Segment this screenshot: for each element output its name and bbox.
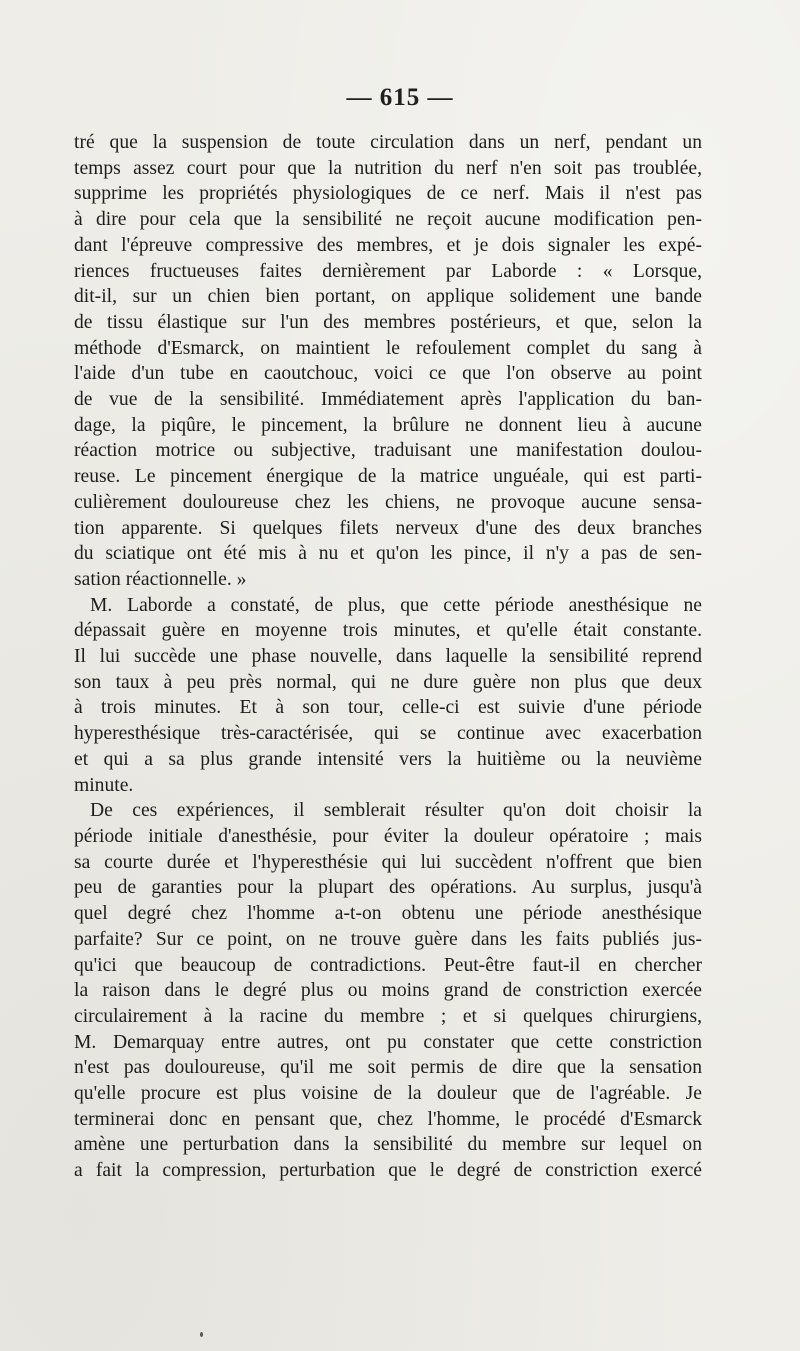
text-line: sa courte durée et l'hyperesthésie qui lui succèdent n'offrent que bien xyxy=(74,851,702,873)
paragraph-2 xyxy=(74,593,702,799)
text-line: dant l'épreuve compressive des membres, et je dois signaler les expé- xyxy=(74,234,702,256)
text-line: qu'elle procure est plus voisine de la douleur que de l'agréable. Je xyxy=(74,1083,702,1105)
text-line: amène une perturbation dans la sensibilité du membre sur lequel on xyxy=(74,1134,702,1156)
text-line: culièrement douloureuse chez les chiens, ne provoque aucune sensa- xyxy=(74,491,702,513)
text-line: dit-il, sur un chien bien portant, on applique solidement une bande xyxy=(74,286,702,308)
text-line: peu de garanties pour la plupart des opérations. Au surplus, jusqu'à xyxy=(74,877,702,899)
text-line: à trois minutes. Et à son tour, celle-ci est suivie d'une période xyxy=(74,697,702,719)
text-line: tion apparente. Si quelques filets nerveux d'une des deux branches xyxy=(74,517,702,539)
text-line: M. Laborde a constaté, de plus, que cette période anesthésique ne xyxy=(90,594,702,616)
text-line: tré que la suspension de toute circulation dans un nerf, pendant un xyxy=(74,132,702,153)
text-line: parfaite? Sur ce point, on ne trouve guère dans les faits publiés jus- xyxy=(74,928,702,950)
text-line: l'aide d'un tube en caoutchouc, voici ce que l'on observe au point xyxy=(74,363,702,385)
page-number: — 615 — xyxy=(346,84,454,111)
text-line: période initiale d'anesthésie, pour éviter la douleur opératoire ; mais xyxy=(74,825,702,847)
body-text xyxy=(74,130,702,1184)
ink-speck xyxy=(200,1332,203,1337)
text-line: quel degré chez l'homme a-t-on obtenu une période anesthésique xyxy=(74,903,702,925)
text-line: à dire pour cela que la sensibilité ne reçoit aucune modification pen- xyxy=(74,209,702,231)
paragraph-1 xyxy=(74,130,702,593)
text-line: dage, la piqûre, le pincement, la brûlure ne donnent lieu à aucune xyxy=(74,414,702,436)
text-line: a fait la compression, perturbation que le degré de constriction exercé xyxy=(74,1160,702,1182)
text-line: dépassait guère en moyenne trois minutes, et qu'elle était constante. xyxy=(74,620,702,642)
text-line: minute. xyxy=(74,774,134,796)
text-line: réaction motrice ou subjective, traduisant une manifestation doulou- xyxy=(74,440,702,462)
text-line: Il lui succède une phase nouvelle, dans laquelle la sensibilité reprend xyxy=(74,646,702,668)
text-line: De ces expériences, il semblerait résulter qu'on doit choisir la xyxy=(90,800,702,822)
paragraph-3 xyxy=(74,798,702,1184)
text-line: de vue de la sensibilité. Immédiatement après l'application du ban- xyxy=(74,389,702,411)
text-line: la raison dans le degré plus ou moins grand de constriction exercée xyxy=(74,980,702,1002)
text-line: de tissu élastique sur l'un des membres postérieurs, et que, selon la xyxy=(74,311,702,333)
text-line: hyperesthésique très-caractérisée, qui se continue avec exacerbation xyxy=(74,723,702,745)
text-line: sation réactionnelle. » xyxy=(74,568,247,590)
text-line: reuse. Le pincement énergique de la matrice unguéale, qui est parti- xyxy=(74,466,702,488)
text-line: qu'ici que beaucoup de contradictions. Peut-être faut-il en chercher xyxy=(74,954,702,976)
text-line: méthode d'Esmarck, on maintient le refoulement complet du sang à xyxy=(74,337,702,359)
text-line: terminerai donc en pensant que, chez l'homme, le procédé d'Esmarck xyxy=(74,1108,702,1130)
text-line: et qui a sa plus grande intensité vers la huitième ou la neuvième xyxy=(74,748,702,770)
text-line: temps assez court pour que la nutrition du nerf n'en soit pas troublée, xyxy=(74,157,702,179)
text-line: n'est pas douloureuse, qu'il me soit permis de dire que la sensation xyxy=(74,1057,702,1079)
text-line: son taux à peu près normal, qui ne dure guère non plus que deux xyxy=(74,671,702,693)
text-line: du sciatique ont été mis à nu et qu'on les pince, il n'y a pas de sen- xyxy=(74,543,702,565)
text-line: riences fructueuses faites dernièrement par Laborde : « Lorsque, xyxy=(74,260,702,282)
text-line: supprime les propriétés physiologiques de ce nerf. Mais il n'est pas xyxy=(74,183,702,205)
text-line: M. Demarquay entre autres, ont pu constater que cette constriction xyxy=(74,1031,702,1053)
text-line: circulairement à la racine du membre ; et si quelques chirurgiens, xyxy=(74,1005,702,1027)
